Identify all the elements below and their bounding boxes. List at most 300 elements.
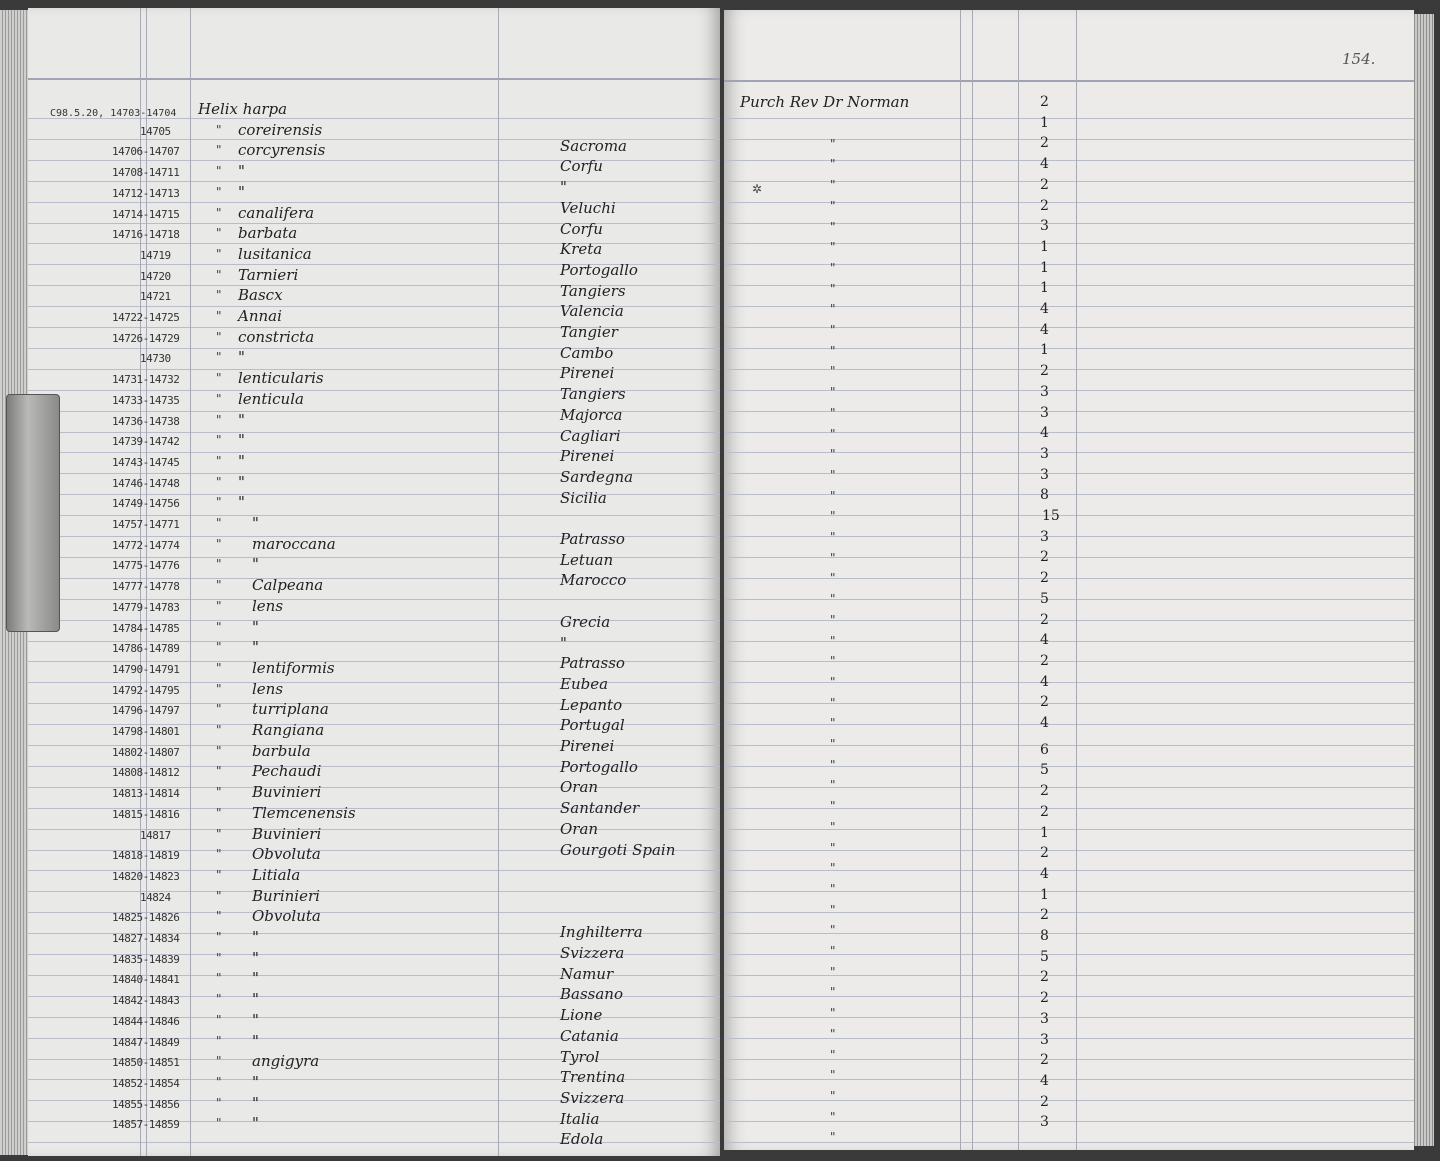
species-name: " (252, 1072, 259, 1091)
source-ditto: " (830, 1047, 836, 1062)
ruled-line (724, 118, 1414, 119)
source-ditto: " (830, 654, 836, 669)
species-name: " (238, 493, 245, 512)
species-name: barbata (238, 224, 298, 243)
entry-number: 14779-14783 (112, 600, 180, 614)
species-name: " (252, 514, 259, 532)
specimen-count: 2 (1040, 94, 1049, 110)
entry-number: 14818-14819 (112, 849, 180, 863)
ruled-line (724, 1079, 1414, 1080)
ruled-line (724, 223, 1414, 224)
source-ditto: " (830, 778, 836, 793)
entry-number: 14775-14776 (112, 559, 180, 573)
entry-number: 14798-14801 (112, 725, 180, 738)
ruled-line (28, 223, 720, 224)
ruled-line (724, 243, 1414, 244)
entry-number: 14705 (140, 124, 171, 138)
locality: Cambo (560, 343, 614, 362)
ruled-line (724, 599, 1414, 600)
source-ditto: " (830, 550, 836, 565)
entry-number: 14712-14713 (112, 186, 180, 200)
specimen-count: 2 (1040, 907, 1049, 924)
source-ditto: " (830, 178, 836, 193)
entry-number: 14802-14807 (112, 745, 180, 759)
species-name: " (238, 431, 245, 450)
entry-number: 14722-14725 (112, 311, 180, 324)
ditto-mark: " (216, 536, 222, 551)
ruled-line (724, 620, 1414, 621)
ruled-line (724, 724, 1414, 725)
species-name: " (238, 182, 245, 201)
species-name: maroccana (252, 534, 336, 553)
ruled-line (724, 473, 1414, 474)
locality: Tangiers (560, 385, 626, 404)
ditto-mark: " (216, 930, 222, 944)
ditto-mark: " (216, 785, 222, 800)
ruled-line (724, 160, 1414, 161)
specimen-count: 2 (1040, 611, 1049, 628)
locality: Cagliari (560, 426, 621, 445)
locality: Tangiers (560, 281, 626, 300)
ruled-line (28, 452, 720, 453)
locality: " (560, 178, 567, 197)
ditto-mark: " (216, 474, 222, 489)
species-name: Tlemcenensis (252, 803, 356, 822)
specimen-count: 4 (1040, 321, 1049, 338)
locality: Letuan (560, 550, 614, 569)
entry-number: 14706-14707 (112, 145, 180, 159)
locality: Tyrol (560, 1047, 600, 1066)
ruled-line (724, 850, 1414, 851)
right-page (724, 10, 1414, 1150)
ditto-mark: " (216, 660, 222, 675)
specimen-count: 3 (1040, 445, 1049, 462)
ditto-mark: " (216, 805, 222, 820)
ditto-mark: " (216, 681, 222, 696)
species-name: " (252, 948, 259, 967)
locality: Trentina (560, 1068, 626, 1087)
ditto-mark: " (216, 971, 222, 986)
species-name: " (252, 638, 259, 657)
species-name: lenticularis (238, 369, 324, 388)
species-name: canalifera (238, 203, 315, 222)
entry-number: 14733-14735 (112, 393, 180, 407)
binder-clip (6, 394, 60, 632)
ruled-line (724, 515, 1414, 516)
ruled-line (724, 954, 1414, 955)
locality: Sicilia (560, 488, 607, 507)
ditto-mark: " (216, 723, 222, 737)
source-ditto: " (830, 488, 836, 503)
ditto-mark: " (216, 619, 222, 634)
locality: Valencia (560, 302, 624, 321)
ruled-line (28, 348, 720, 349)
ruled-line (28, 160, 720, 161)
source-ditto: " (830, 1068, 836, 1083)
species-name: " (252, 969, 259, 988)
species-name: barbula (252, 741, 311, 760)
source-ditto: " (830, 136, 836, 151)
entry-number: 14850-14851 (112, 1056, 180, 1070)
ruled-line (724, 912, 1414, 913)
entry-number: 14716-14718 (112, 228, 180, 242)
source-ditto: " (830, 674, 836, 689)
species-name: " (238, 451, 245, 470)
species-name: angigyra (252, 1052, 320, 1071)
source-ditto: " (830, 1026, 836, 1041)
ditto-mark: " (216, 992, 222, 1007)
ditto-mark: " (216, 143, 222, 158)
page-number: 154. (1342, 50, 1376, 68)
ruled-line (724, 306, 1414, 307)
ruled-line (724, 181, 1414, 182)
specimen-count: 3 (1040, 1010, 1049, 1027)
specimen-count: 2 (1040, 1093, 1049, 1110)
specimen-count: 3 (1040, 466, 1049, 483)
specimen-count: 2 (1040, 176, 1049, 193)
entry-number: 14796-14797 (112, 704, 180, 718)
specimen-count: 8 (1040, 928, 1049, 944)
specimen-count: 2 (1040, 783, 1049, 800)
ditto-mark: " (216, 1074, 222, 1089)
entry-number: 14786-14789 (112, 642, 180, 656)
ditto-mark: " (216, 743, 222, 758)
ditto-mark: " (216, 702, 222, 717)
specimen-count: 15 (1042, 508, 1060, 524)
ruled-line (724, 285, 1414, 286)
locality: Svizzera (560, 944, 625, 962)
specimen-count: 5 (1040, 948, 1049, 965)
species-name: " (252, 1114, 259, 1133)
ditto-mark: " (216, 391, 222, 406)
locality: Pirenei (560, 447, 615, 466)
ruled-line (724, 452, 1414, 453)
species-name: Burinieri (252, 886, 320, 905)
specimen-count: 3 (1040, 1031, 1049, 1048)
entry-number: 14855-14856 (112, 1097, 180, 1111)
source-ditto: " (830, 633, 836, 648)
entry-number: 14857-14859 (112, 1118, 180, 1132)
locality: Majorca (560, 405, 623, 424)
species-name: " (252, 990, 259, 1009)
locality: Sardegna (560, 467, 634, 486)
ditto-mark: " (216, 557, 222, 572)
entry-number: 14815-14816 (112, 807, 180, 821)
specimen-count: 3 (1040, 528, 1049, 545)
ditto-mark: " (216, 371, 222, 386)
ditto-mark: " (216, 1116, 222, 1131)
entry-number: 14739-14742 (112, 435, 180, 449)
locality: Portogallo (560, 757, 638, 776)
locality: Santander (560, 799, 640, 818)
locality: " (560, 633, 567, 652)
ruled-line (724, 432, 1414, 433)
species-name: " (252, 928, 259, 946)
source-ditto: " (830, 592, 836, 607)
source-ditto: " (830, 447, 836, 462)
locality: Oran (560, 778, 599, 797)
ruled-line (724, 933, 1414, 934)
ditto-mark: " (216, 350, 222, 365)
locality: Corfu (560, 157, 603, 176)
species-name: Buvinieri (252, 824, 322, 843)
entry-number: 14749-14756 (112, 497, 180, 511)
locality: Pirenei (560, 364, 615, 383)
ditto-mark: " (216, 950, 222, 965)
species-name: lens (252, 679, 284, 698)
specimen-count: 2 (1040, 990, 1049, 1007)
locality: Veluchi (560, 198, 616, 217)
species-name: Rangiana (252, 721, 325, 739)
source-ditto: " (830, 240, 836, 255)
source-ditto: " (830, 716, 836, 731)
ditto-mark: " (216, 1012, 222, 1027)
specimen-count: 2 (1040, 135, 1049, 152)
entry-number: 14730 (140, 352, 171, 366)
genus-heading: Helix harpa (198, 100, 288, 118)
entry-number: 14824 (140, 890, 171, 904)
source-ditto: " (830, 902, 836, 917)
ruled-line (724, 1017, 1414, 1018)
locality: Edola (560, 1130, 604, 1149)
entry-number: 14813-14814 (112, 787, 180, 801)
ditto-mark: " (216, 847, 222, 862)
specimen-count: 3 (1040, 218, 1049, 235)
species-name: Obvoluta (252, 907, 321, 926)
ruled-line (724, 557, 1414, 558)
specimen-count: 2 (1040, 1052, 1049, 1069)
ruled-line (28, 620, 720, 621)
entry-number: 14825-14826 (112, 911, 180, 925)
locality: Patrasso (560, 530, 625, 548)
source-ditto: " (830, 799, 836, 814)
source-ditto: " (830, 571, 836, 586)
ruled-line (724, 327, 1414, 328)
entry-number: 14840-14841 (112, 973, 180, 987)
entry-number: 14792-14795 (112, 683, 180, 697)
ditto-mark: " (216, 1095, 222, 1110)
source-ditto: " (830, 819, 836, 834)
ruled-line (724, 870, 1414, 871)
ditto-mark: " (216, 205, 222, 220)
source-ditto: " (830, 530, 836, 544)
ditto-mark: " (216, 164, 222, 179)
locality: Portugal (560, 716, 625, 735)
source-ditto: " (830, 1088, 836, 1103)
ruled-line (724, 1121, 1414, 1122)
specimen-count: 2 (1040, 845, 1049, 862)
ruled-line (28, 557, 720, 558)
ditto-mark: " (216, 598, 222, 613)
locality: Pirenei (560, 737, 615, 755)
ditto-mark: " (216, 495, 222, 510)
species-name: coreirensis (238, 120, 323, 139)
locality: Tangier (560, 323, 618, 341)
ditto-mark: " (216, 226, 222, 241)
ruled-line (28, 829, 720, 830)
source-ditto: " (830, 861, 836, 876)
locality: Grecia (560, 612, 611, 631)
species-name: Obvoluta (252, 845, 321, 864)
source-ditto: " (830, 260, 836, 275)
entry-number: 14714-14715 (112, 207, 180, 221)
ditto-mark: " (216, 122, 222, 137)
source-ditto: " (830, 281, 836, 296)
species-name: Litiala (252, 865, 301, 884)
ditto-mark: " (216, 826, 222, 841)
ruled-line (724, 1059, 1414, 1060)
species-name: Buvinieri (252, 783, 322, 802)
ditto-mark: " (216, 516, 222, 530)
ditto-mark: " (216, 412, 222, 427)
source-ditto: " (830, 323, 836, 337)
ditto-mark: " (216, 888, 222, 903)
ditto-mark: " (216, 433, 222, 448)
ditto-mark: " (216, 909, 222, 924)
ditto-mark: " (216, 288, 222, 303)
entry-number: 14847-14849 (112, 1035, 180, 1049)
ruled-line (724, 578, 1414, 579)
specimen-count: 2 (1040, 570, 1049, 587)
ditto-mark: " (216, 1054, 222, 1069)
source-first: Purch Rev Dr Norman (740, 93, 910, 111)
specimen-count: 4 (1040, 156, 1049, 173)
ruled-line (724, 411, 1414, 412)
source-ditto: " (830, 840, 836, 855)
species-name: " (238, 348, 245, 367)
entry-number: 14784-14785 (112, 621, 180, 635)
locality: Bassano (560, 985, 623, 1004)
source-ditto: " (830, 302, 836, 317)
ditto-mark: " (216, 578, 222, 593)
source-ditto: " (830, 695, 836, 710)
specimen-count: 4 (1040, 865, 1049, 882)
species-name: " (252, 1093, 259, 1112)
source-ditto: " (830, 343, 836, 358)
source-ditto: " (830, 385, 836, 400)
specimen-count: 5 (1040, 590, 1049, 607)
species-name: Annai (238, 307, 282, 325)
locality: Lione (560, 1006, 603, 1025)
ditto-mark: " (216, 867, 222, 882)
entry-number: 14835-14839 (112, 952, 180, 966)
ruled-line (28, 494, 720, 495)
entry-number: 14790-14791 (112, 662, 180, 676)
entry-number: 14719 (140, 248, 171, 262)
source-ditto: " (830, 509, 836, 524)
locality: Kreta (560, 240, 603, 259)
ruled-line (724, 264, 1414, 265)
species-name: " (238, 472, 245, 491)
species-name: Bascx (238, 286, 283, 305)
species-name: lenticula (238, 389, 304, 408)
ruled-line (724, 829, 1414, 830)
specimen-count: 2 (1040, 803, 1049, 820)
ruled-line (724, 745, 1414, 746)
ruled-line (724, 766, 1414, 767)
species-name: Pechaudi (252, 762, 322, 781)
specimen-count: 2 (1040, 363, 1049, 380)
source-ditto: " (830, 198, 836, 213)
specimen-count: 2 (1040, 652, 1049, 669)
ruled-line (28, 243, 720, 244)
ruled-line (724, 661, 1414, 662)
entry-number: 14736-14738 (112, 414, 180, 428)
ruled-line (724, 536, 1414, 537)
ruled-line (724, 390, 1414, 391)
source-ditto: " (830, 1130, 836, 1145)
entry-number: 14708-14711 (112, 166, 180, 180)
entry-number: 14844-14846 (112, 1014, 180, 1028)
source-ditto: " (830, 881, 836, 896)
specimen-count: 5 (1040, 762, 1049, 779)
source-ditto: " (830, 757, 836, 772)
species-name: " (238, 410, 245, 429)
specimen-count: 3 (1040, 404, 1049, 421)
ruled-line (724, 975, 1414, 976)
specimen-count: 1 (1040, 342, 1049, 359)
species-name: " (252, 555, 259, 574)
locality: Namur (560, 964, 614, 983)
species-name: Tarnieri (238, 265, 299, 284)
species-name: lens (252, 596, 284, 615)
source-ditto: " (830, 964, 836, 979)
source-ditto: " (830, 405, 836, 420)
specimen-count: 2 (1040, 694, 1049, 711)
ditto-mark: " (216, 1033, 222, 1048)
locality: Sacroma (560, 136, 627, 155)
specimen-count: 3 (1040, 383, 1049, 400)
entry-number: 14827-14834 (112, 932, 180, 945)
locality: Marocco (560, 571, 627, 590)
locality: Patrasso (560, 654, 625, 673)
ditto-mark: " (216, 640, 222, 655)
entry-number: 14746-14748 (112, 476, 180, 490)
source-ditto: " (830, 944, 836, 958)
entry-number: 14772-14774 (112, 538, 180, 552)
source-ditto: " (830, 426, 836, 441)
specimen-count: 2 (1040, 549, 1049, 566)
ruled-line (28, 891, 720, 892)
specimen-count: 8 (1040, 487, 1049, 504)
ruled-line (28, 181, 720, 182)
source-ditto: " (830, 467, 836, 482)
specimen-count: 2 (1040, 969, 1049, 986)
specimen-count: 4 (1040, 632, 1049, 649)
species-name: lentiformis (252, 658, 335, 677)
register-number: C98.5.20, 14703-14704 (50, 108, 177, 119)
entry-number: 14842-14843 (112, 994, 180, 1008)
specimen-count: 4 (1040, 673, 1049, 690)
source-ditto: " (830, 1006, 836, 1021)
ruled-line (724, 703, 1414, 704)
ruled-line (28, 369, 720, 370)
locality: Gourgoti Spain (560, 840, 676, 859)
entry-number: 14820-14823 (112, 869, 180, 883)
species-name: " (252, 617, 259, 636)
species-name: constricta (238, 327, 315, 346)
ruled-line (724, 369, 1414, 370)
source-ditto: " (830, 612, 836, 627)
species-name: " (252, 1031, 259, 1050)
ruled-line (724, 1142, 1414, 1143)
locality: Svizzera (560, 1088, 625, 1107)
asterisk-mark: ✲ (752, 182, 763, 196)
ditto-mark: " (216, 329, 222, 344)
ruled-line (724, 494, 1414, 495)
species-name: " (252, 1010, 259, 1029)
ditto-mark: " (216, 184, 222, 199)
